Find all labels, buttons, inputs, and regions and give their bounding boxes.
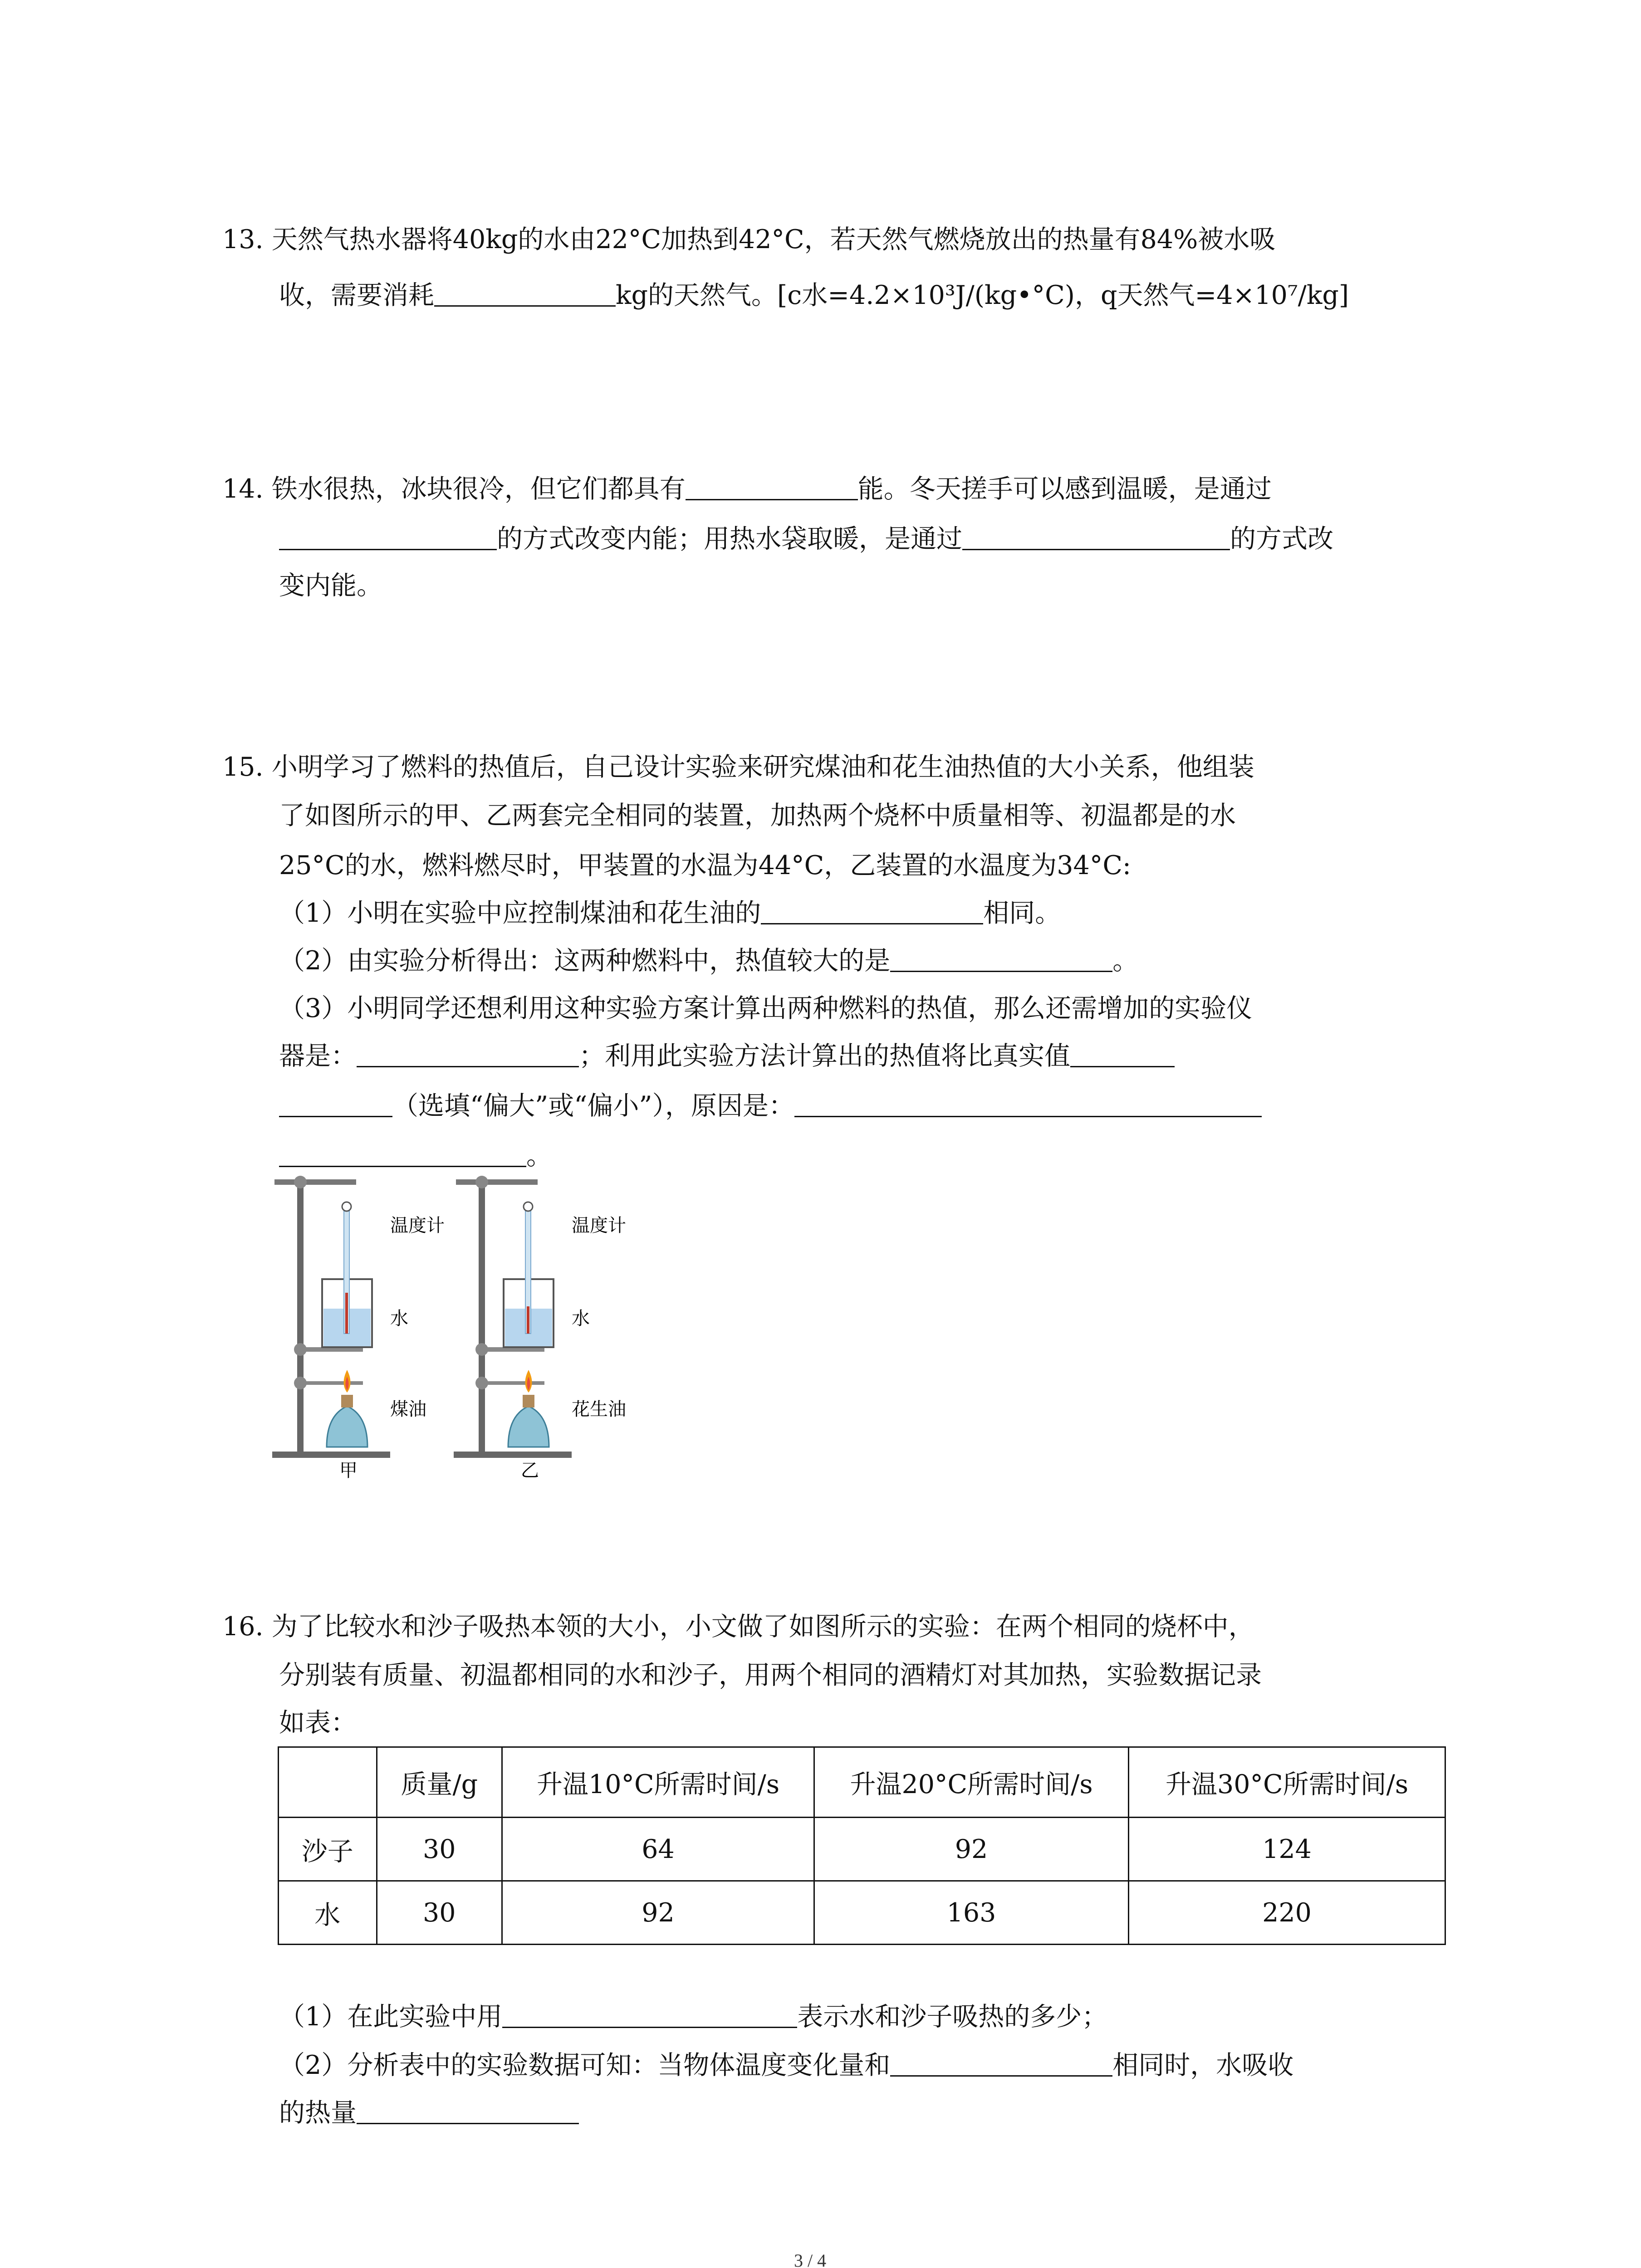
- page-number: 3 / 4: [794, 2250, 827, 2268]
- q16-sub1-text-a: （1）在此实验中用: [279, 2002, 503, 2032]
- q15-blank-2[interactable]: [890, 948, 1112, 972]
- q15-text-1: 15. 小明学习了燃料的热值后，自己设计实验来研究煤油和花生油热值的大小关系，他组装: [222, 752, 1254, 782]
- water-label-left: 水: [390, 1308, 408, 1329]
- data-table: [278, 1746, 1446, 1945]
- q14-text-2a: 的方式改变内能；用热水袋取暖，是通过: [497, 524, 962, 554]
- q15-sub3-line3: [279, 1093, 1262, 1119]
- q15-sub1: [279, 900, 1061, 926]
- q15-sub2-text-a: （2）由实验分析得出：这两种燃料中，热值较大的是: [279, 946, 891, 976]
- q16-line3: [279, 1710, 357, 1736]
- q15-blank-3[interactable]: [357, 1043, 579, 1067]
- q15-sub2: [279, 948, 1138, 974]
- table-header-cell: 升温20°C所需时间/s: [814, 1747, 1129, 1818]
- table-cell: 92: [502, 1881, 814, 1945]
- q15-blank-5a[interactable]: [794, 1093, 1262, 1117]
- q15-line2: [279, 803, 1236, 829]
- thermometer-label-left: 温度计: [390, 1215, 445, 1236]
- table-header-cell: 升温30°C所需时间/s: [1129, 1747, 1445, 1818]
- q16-text-1: 16. 为了比较水和沙子吸热本领的大小，小文做了如图所示的实验：在两个相同的烧杯中，: [222, 1612, 1254, 1642]
- table-cell: 92: [814, 1818, 1129, 1881]
- apparatus-right: [454, 1176, 572, 1458]
- q14-line2: [279, 526, 1333, 552]
- q15-sub3-text-e: 。: [526, 1141, 552, 1171]
- q15-blank-5b[interactable]: [279, 1143, 526, 1167]
- q16-sub1: [279, 2004, 1107, 2030]
- q16-line1: [222, 1614, 1254, 1640]
- q15-sub3-line1: [279, 993, 1253, 1023]
- experiment-figure: [272, 1170, 644, 1479]
- q15-sub1-text-a: （1）小明在实验中应控制煤油和花生油的: [279, 898, 761, 928]
- table-cell: 30: [377, 1818, 502, 1881]
- table-cell: 沙子: [279, 1818, 377, 1881]
- q16-blank-2[interactable]: [890, 2053, 1112, 2077]
- apparatus-left: [272, 1176, 390, 1458]
- q15-sub3-line2: [279, 1043, 1175, 1069]
- q15-sub1-text-b: 相同。: [983, 898, 1061, 928]
- caption-right: 乙: [521, 1460, 539, 1479]
- q14-blank-1[interactable]: [686, 476, 858, 500]
- caption-left: 甲: [339, 1460, 358, 1479]
- q16-blank-1[interactable]: [502, 2004, 797, 2028]
- q14-blank-2[interactable]: [279, 526, 497, 550]
- table-header-cell: 升温10°C所需时间/s: [502, 1747, 814, 1818]
- q13-answer-blank[interactable]: [434, 283, 616, 307]
- q16-sub2-text-a: （2）分析表中的实验数据可知：当物体温度变化量和: [279, 2050, 891, 2080]
- q13-text-1: 13. 天然气热水器将40kg的水由22°C加热到42°C，若天然气燃烧放出的热量有84%被水吸: [222, 225, 1276, 254]
- q14-text-2b: 的方式改: [1230, 524, 1333, 554]
- q15-blank-4a[interactable]: [1070, 1043, 1175, 1067]
- q16-line2: [279, 1662, 1262, 1688]
- q15-sub2-text-b: 。: [1112, 946, 1139, 976]
- q13-line1: [222, 227, 1275, 253]
- table-cell: 30: [377, 1881, 502, 1945]
- water-label-right: 水: [572, 1308, 590, 1329]
- table-cell: 64: [502, 1818, 814, 1881]
- q15-sub3-text-d: （选填“偏大”或“偏小”），原因是：: [392, 1091, 795, 1121]
- table-cell: 163: [814, 1881, 1129, 1945]
- q13-line2: [279, 280, 1349, 310]
- table-cell: 220: [1129, 1881, 1445, 1945]
- q14-line3: [279, 573, 382, 599]
- table-cell: 水: [279, 1881, 377, 1945]
- q14-blank-3[interactable]: [962, 526, 1230, 550]
- q16-sub2-text-c: 的热量: [279, 2098, 357, 2128]
- q15-line1: [222, 754, 1254, 780]
- q14-text-3: 变内能。: [279, 571, 382, 601]
- q15-sub3-text-a: （3）小明同学还想利用这种实验方案计算出两种燃料的热值，那么还需增加的实验仪: [279, 993, 1253, 1023]
- q16-blank-3[interactable]: [357, 2100, 579, 2124]
- q14-line1: [222, 476, 1272, 502]
- q15-sub3-line4: [279, 1143, 552, 1169]
- table-header-row: [279, 1747, 1445, 1818]
- q13-text-2b: kg的天然气。[c水=4.2×10³J/(kg•°C)，q天然气=4×10⁷/kg]: [616, 280, 1349, 310]
- fuel-label-right: 花生油: [572, 1399, 626, 1420]
- q16-text-2: 分别装有质量、初温都相同的水和沙子，用两个相同的酒精灯对其加热，实验数据记录: [279, 1660, 1262, 1690]
- thermometer-label-right: 温度计: [572, 1215, 626, 1236]
- table-header-cell: 质量/g: [377, 1747, 502, 1818]
- q15-sub3-text-b: 器是：: [279, 1041, 357, 1071]
- table-cell: 124: [1129, 1818, 1445, 1881]
- q16-sub1-text-b: 表示水和沙子吸热的多少；: [797, 2002, 1108, 2032]
- q15-sub3-text-c: ；利用此实验方法计算出的热值将比真实值: [579, 1041, 1070, 1071]
- q14-text-1a: 14. 铁水很热，冰块很冷，但它们都具有: [222, 474, 686, 504]
- q15-blank-4b[interactable]: [279, 1093, 392, 1117]
- q15-blank-1[interactable]: [761, 900, 983, 924]
- q15-text-3: 25°C的水，燃料燃尽时，甲装置的水温为44°C，乙装置的水温度为34°C:: [279, 850, 1132, 880]
- q16-sub2-text-b: 相同时，水吸收: [1112, 2050, 1294, 2080]
- fuel-label-left: 煤油: [390, 1399, 426, 1420]
- q15-text-2: 了如图所示的甲、乙两套完全相同的装置，加热两个烧杯中质量相等、初温都是的水: [279, 801, 1236, 831]
- q16-text-3: 如表：: [279, 1708, 357, 1738]
- table-header-cell: [279, 1747, 377, 1818]
- q14-text-1b: 能。冬天搓手可以感到温暖，是通过: [857, 474, 1272, 504]
- q16-sub2: [279, 2050, 1294, 2080]
- q15-line3: [279, 850, 1132, 880]
- q16-sub2-line2: [279, 2100, 579, 2126]
- table-row: [279, 1881, 1445, 1945]
- q13-text-2a: 收，需要消耗: [279, 280, 434, 310]
- table-row: [279, 1818, 1445, 1881]
